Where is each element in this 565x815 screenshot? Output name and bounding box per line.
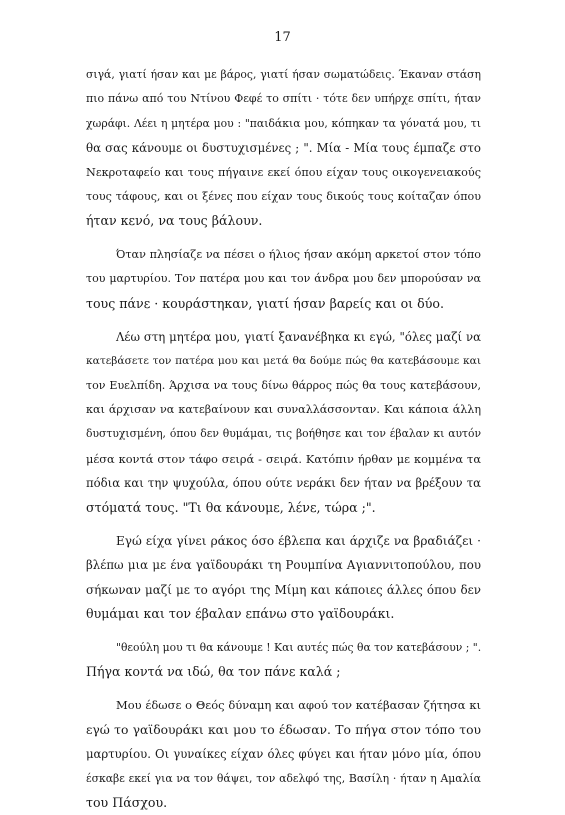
text-line: Μου έδωσε ο Θεός δύναμη και αφού τον κατέβασαν ζήτησα κι (116, 698, 481, 713)
paragraph (86, 693, 481, 815)
text-line: κατεβάσετε τον πατέρα μου και μετά θα δούμε πώς θα κατεβάσουμε και (86, 354, 481, 368)
text-line: "θεούλη μου τι θα κάνουμε ! Και αυτές πώς θα τον κατεβάσουν ; ". (116, 640, 481, 654)
paragraph (86, 636, 481, 685)
text-line: του Πάσχου. (86, 794, 168, 810)
text-line: Νεκροταφείο και τους πήγαινε εκεί όπου είχαν τους οικογενειακούς (86, 165, 481, 179)
text-line: μέσα κοντά στον τάφο σειρά - σειρά. Κατόπιν ήρθαν με κομμένα τα (86, 451, 481, 466)
text-line: τους πάνε · κουράστηκαν, γιατί ήσαν βαρείς και οι δύο. (86, 295, 444, 311)
text-line: στόματά τους. "Τι θα κάνουμε, λένε, τώρα ;". (86, 499, 376, 515)
paragraph (86, 325, 481, 520)
paragraph (86, 243, 481, 316)
text-line: έσκαβε εκεί για να τον θάψει, τον αδελφό της, Βασίλη · ήταν η Αμαλία (86, 771, 481, 785)
page-number: 17 (274, 30, 291, 45)
text-line: Όταν πλησίαζε να πέσει ο ήλιος ήσαν ακόμη αρκετοί στον τόπο (116, 247, 481, 261)
text-line: Λέω στη μητέρα μου, γιατί ξανανέβηκα κι εγώ, "όλες μαζί να (116, 329, 481, 344)
text-line: σιγά, γιατί ήσαν και με βάρος, γιατί ήσαν σωματώδεις. Έκαναν στάση (86, 68, 481, 81)
text-line: πιο πάνω από του Ντίνου Φεφέ το σπίτι · τότε δεν υπήρχε σπίτι, ήταν (86, 92, 481, 106)
text-line: μαρτυρίου. Οι γυναίκες είχαν όλες φύγει και ήταν μόνο μία, όπου (86, 747, 481, 762)
text-line: θυμάμαι και τον έβαλαν επάνω στο γαϊδουράκι. (86, 606, 395, 622)
paragraph (86, 63, 481, 234)
text-line: θα σας κάνουμε οι δυστυχισμένες ; ". Μία - Μία τους έμπαζε στο (86, 141, 481, 156)
text-line: δυστυχισμένη, όπου δεν θυμάμαι, τις βοήθησε και τον έβαλαν κι αυτόν (86, 427, 481, 441)
text-line: του μαρτυρίου. Τον πατέρα μου και τον άνδρα μου δεν μπορούσαν να (86, 272, 481, 286)
text-line: χωράφι. Λέει η μητέρα μου : "παιδάκια μου, κόπηκαν τα γόνατά μου, τι (86, 116, 481, 130)
text-line: και άρχισαν να κατεβαίνουν και συναλλάσσονταν. Και κάποια άλλη (86, 403, 481, 417)
text-line: πόδια και την ψυχούλα, όπου ούτε νεράκι δεν ήταν να βρέξουν τα (86, 476, 481, 491)
body-text (86, 63, 481, 815)
text-line: Πήγα κοντά να ιδώ, θα τον πάνε καλά ; (86, 663, 341, 679)
text-line: Εγώ είχα γίνει ράκος όσο έβλεπα και άρχιζε να βραδιάζει · (116, 534, 481, 549)
text-line: ήταν κενό, να τους βάλουν. (86, 213, 263, 229)
text-line: εγώ το γαϊδουράκι και μου το έδωσαν. Το πήγα στον τόπο του (86, 722, 481, 737)
text-line: τον Ευελπίδη. Άρχισα να τους δίνω θάρρος πώς θα τους κατεβάσουν, (86, 378, 481, 392)
text-line: τους τάφους, και οι ξένες που είχαν τους δικούς τους κοίταζαν όπου (86, 189, 481, 203)
text-line: σήκωναν μαζί με το αγόρι της Μίμη και κάποιες άλλες όπου δεν (86, 582, 481, 597)
text-line: βλέπω μια με ένα γαϊδουράκι τη Ρουμπίνα Αγιαννιτοπούλου, που (86, 558, 481, 573)
paragraph (86, 529, 481, 627)
